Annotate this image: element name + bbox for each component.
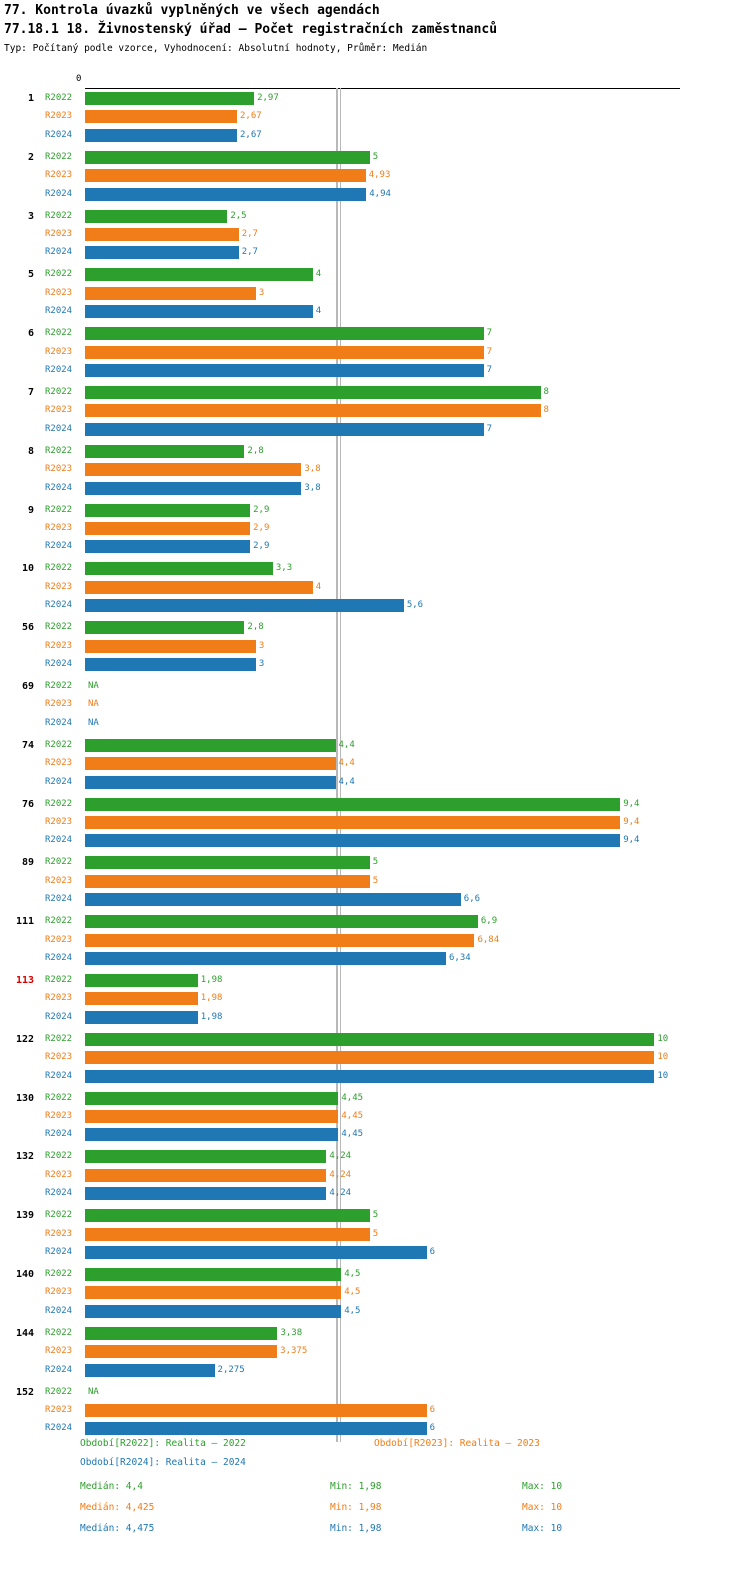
bar[interactable] xyxy=(85,268,313,281)
bar-value-label: 7 xyxy=(486,328,492,339)
series-label: R2023 xyxy=(45,1111,73,1121)
bar-value-label: 1,98 xyxy=(200,1011,223,1022)
bar-value-label: 3,3 xyxy=(275,563,293,574)
series-label: R2022 xyxy=(45,1269,73,1279)
bar[interactable] xyxy=(85,816,620,829)
bar[interactable] xyxy=(85,952,446,965)
series-label: R2024 xyxy=(45,482,73,493)
series-label: R2024 xyxy=(45,188,73,199)
series-label: R2022 xyxy=(45,1327,73,1338)
chart-subtitle: Typ: Počítaný podle vzorce, Vyhodnocení: Absolutní hodnoty, Průměr: Medián xyxy=(4,43,428,54)
series-label: R2022 xyxy=(45,1210,73,1221)
bar-value-label: 6,9 xyxy=(480,916,498,927)
bar-value-label: 2,9 xyxy=(253,523,270,533)
bar-value-label: 4 xyxy=(315,269,322,280)
chart-title: 77.18.1 18. Živnostenský úřad – Počet registračních zaměstnanců xyxy=(4,22,498,37)
series-label: R2023 xyxy=(45,817,73,827)
series-label: R2024 xyxy=(45,1305,73,1316)
bar[interactable] xyxy=(85,1169,326,1182)
bar-value-label: 6 xyxy=(429,1405,436,1415)
bar-value-label: 6,34 xyxy=(448,953,471,963)
stat-median-r2022: Medián: 4,4 xyxy=(80,1481,143,1492)
bar-value-label: 4,24 xyxy=(329,1151,352,1162)
bar-value-label: 4,93 xyxy=(368,170,391,181)
stat-max-r2023: Max: 10 xyxy=(522,1502,563,1513)
bar[interactable] xyxy=(85,404,541,417)
bar[interactable] xyxy=(85,129,237,142)
bar[interactable] xyxy=(85,445,244,458)
bar[interactable] xyxy=(85,1051,654,1064)
series-label: R2024 xyxy=(45,1423,73,1434)
bar-value-label: 5 xyxy=(372,857,379,868)
bar-value-label: 5 xyxy=(372,875,379,886)
bar-value-label: 2,9 xyxy=(253,504,270,515)
bar[interactable] xyxy=(85,1268,341,1281)
category-label: 69 xyxy=(21,681,34,692)
bar-value-label: 5 xyxy=(372,151,379,162)
series-label: R2022 xyxy=(45,1033,73,1044)
bar[interactable] xyxy=(85,562,273,575)
bar-value-label: 6 xyxy=(429,1423,436,1434)
bar[interactable] xyxy=(85,1011,198,1024)
series-label: R2024 xyxy=(45,835,73,846)
series-label: R2023 xyxy=(45,699,73,710)
bar[interactable] xyxy=(85,1327,277,1340)
series-label: R2022 xyxy=(45,916,73,927)
category-label: 2 xyxy=(27,151,34,163)
bar[interactable] xyxy=(85,934,474,947)
bar[interactable] xyxy=(85,327,484,340)
series-label: R2022 xyxy=(45,387,73,397)
bar[interactable] xyxy=(85,776,336,789)
series-label: R2023 xyxy=(45,875,73,886)
series-label: R2023 xyxy=(45,640,73,651)
bar[interactable] xyxy=(85,540,250,553)
category-label: 111 xyxy=(15,916,34,928)
bar-value-label: 2,67 xyxy=(240,111,262,122)
category-label: 5 xyxy=(27,269,34,281)
bar[interactable] xyxy=(85,504,250,517)
bar-value-label: 10 xyxy=(657,1033,669,1044)
series-label: R2024 xyxy=(45,247,73,258)
bar[interactable] xyxy=(85,423,484,436)
bar-value-label: 1,98 xyxy=(200,993,223,1004)
bar-value-label: 6 xyxy=(429,1247,436,1257)
bar[interactable] xyxy=(85,246,239,259)
bar-value-label: 10 xyxy=(657,1052,669,1063)
series-label: R2023 xyxy=(45,229,73,239)
bar[interactable] xyxy=(85,599,404,612)
bar-value-label: 3,8 xyxy=(304,464,321,475)
category-label: 3 xyxy=(27,210,34,222)
category-label: 132 xyxy=(15,1151,34,1163)
bar[interactable] xyxy=(85,92,254,105)
bar-value-label: 2,97 xyxy=(257,93,279,103)
category-label: 74 xyxy=(21,739,34,751)
bar-value-label: 4,45 xyxy=(341,1111,364,1121)
bar[interactable] xyxy=(85,305,313,318)
series-label: R2024 xyxy=(45,1129,73,1140)
bar-value-label: 2,7 xyxy=(241,229,258,239)
series-label: R2023 xyxy=(45,523,73,533)
category-label: 56 xyxy=(21,622,34,634)
bar-value-label: NA xyxy=(88,699,99,710)
category-label: 10 xyxy=(21,563,34,575)
bar-value-label: 9,4 xyxy=(623,798,640,809)
series-label: R2024 xyxy=(45,659,73,669)
bar[interactable] xyxy=(85,915,478,928)
category-label: 152 xyxy=(15,1386,34,1398)
bar-value-label: 2,275 xyxy=(217,1364,245,1375)
bar-value-label: 4,24 xyxy=(329,1188,352,1199)
bar[interactable] xyxy=(85,228,239,241)
bar[interactable] xyxy=(85,522,250,535)
bar-value-label: NA xyxy=(88,681,99,691)
series-label: R2022 xyxy=(45,681,73,691)
series-label: R2024 xyxy=(45,1070,73,1081)
series-label: R2022 xyxy=(45,210,73,221)
series-label: R2023 xyxy=(45,346,73,357)
series-label: R2022 xyxy=(45,269,73,280)
stat-min-r2024: Min: 1,98 xyxy=(330,1523,382,1534)
series-label: R2022 xyxy=(45,739,73,750)
bar[interactable] xyxy=(85,757,336,770)
bar[interactable] xyxy=(85,169,366,182)
bar[interactable] xyxy=(85,1345,277,1358)
bar-value-label: 3 xyxy=(258,287,265,298)
bar[interactable] xyxy=(85,1150,326,1163)
stat-max-r2022: Max: 10 xyxy=(522,1481,563,1492)
series-label: R2023 xyxy=(45,1169,73,1180)
bar-value-label: 4,4 xyxy=(338,758,355,769)
bar[interactable] xyxy=(85,798,620,811)
category-label: 7 xyxy=(27,387,34,398)
legend-item-r2024: Období[R2024]: Realita – 2024 xyxy=(80,1457,246,1468)
bar-value-label: NA xyxy=(88,717,99,728)
bar[interactable] xyxy=(85,1033,654,1046)
series-label: R2022 xyxy=(45,622,73,633)
series-label: R2023 xyxy=(45,758,73,769)
bar-value-label: 4,4 xyxy=(338,776,355,787)
bar[interactable] xyxy=(85,188,366,201)
bar-value-label: 4,45 xyxy=(341,1129,364,1140)
series-label: R2022 xyxy=(45,1386,73,1397)
bar[interactable] xyxy=(85,364,484,377)
stat-max-r2024: Max: 10 xyxy=(522,1523,563,1534)
bar-value-label: 2,8 xyxy=(247,622,264,633)
bar[interactable] xyxy=(85,1364,215,1377)
bar[interactable] xyxy=(85,658,256,671)
category-label: 76 xyxy=(21,798,34,810)
bar[interactable] xyxy=(85,739,336,752)
legend-item-r2023: Období[R2023]: Realita – 2023 xyxy=(374,1438,540,1449)
series-label: R2024 xyxy=(45,129,73,140)
series-label: R2024 xyxy=(45,1247,73,1257)
bar-value-label: 4 xyxy=(315,581,322,592)
series-label: R2024 xyxy=(45,600,73,611)
bar-value-label: 5,6 xyxy=(406,600,424,611)
bar-value-label: 4,45 xyxy=(341,1092,364,1103)
series-label: R2022 xyxy=(45,1092,73,1103)
bar[interactable] xyxy=(85,463,301,476)
bar[interactable] xyxy=(85,1286,341,1299)
bar-value-label: 5 xyxy=(372,1210,379,1221)
bar-value-label: 7 xyxy=(486,346,492,357)
bar-value-label: 1,98 xyxy=(200,975,223,985)
bar[interactable] xyxy=(85,581,313,594)
bar-value-label: 8 xyxy=(543,387,549,397)
series-label: R2023 xyxy=(45,581,73,592)
series-label: R2022 xyxy=(45,328,73,339)
bar-value-label: 7 xyxy=(486,365,492,375)
series-label: R2023 xyxy=(45,934,73,945)
bar-value-label: 3 xyxy=(258,640,265,651)
series-label: R2023 xyxy=(45,1052,73,1063)
bar-value-label: 2,7 xyxy=(241,247,258,258)
bar-value-label: 6,6 xyxy=(463,894,481,905)
bar[interactable] xyxy=(85,210,227,223)
bar[interactable] xyxy=(85,640,256,653)
bar[interactable] xyxy=(85,482,301,495)
bar-value-label: 2,8 xyxy=(247,445,264,456)
series-label: R2024 xyxy=(45,541,73,552)
bar[interactable] xyxy=(85,1070,654,1083)
category-label: 8 xyxy=(27,445,34,457)
category-label: 9 xyxy=(27,504,34,516)
bar-value-label: 9,4 xyxy=(623,835,640,846)
bar-value-label: 4,94 xyxy=(369,188,391,199)
series-label: R2024 xyxy=(45,1364,73,1375)
series-label: R2022 xyxy=(45,93,73,103)
bar-value-label: 4,5 xyxy=(344,1269,361,1279)
bar-value-label: 2,5 xyxy=(230,210,247,221)
bar[interactable] xyxy=(85,1092,338,1105)
series-label: R2024 xyxy=(45,776,73,787)
series-label: R2023 xyxy=(45,1405,73,1415)
series-label: R2024 xyxy=(45,953,73,963)
bar[interactable] xyxy=(85,1422,427,1435)
category-label: 144 xyxy=(15,1327,34,1339)
bar-value-label: 4,5 xyxy=(344,1305,361,1316)
series-label: R2022 xyxy=(45,798,73,809)
series-label: R2023 xyxy=(45,287,73,298)
bar-value-label: 3,8 xyxy=(304,482,321,493)
series-label: R2024 xyxy=(45,1011,73,1022)
legend-item-r2022: Období[R2022]: Realita – 2022 xyxy=(80,1438,246,1449)
series-label: R2022 xyxy=(45,857,73,868)
series-label: R2024 xyxy=(45,306,73,317)
category-label: 89 xyxy=(21,857,34,869)
bar[interactable] xyxy=(85,1305,341,1318)
stat-median-r2024: Medián: 4,475 xyxy=(80,1523,155,1534)
bar-value-label: 10 xyxy=(657,1070,669,1081)
bar[interactable] xyxy=(85,287,256,300)
series-label: R2024 xyxy=(45,423,73,434)
category-label: 130 xyxy=(15,1092,34,1104)
bar-value-label: 3,375 xyxy=(280,1346,308,1357)
bar-value-label: 2,9 xyxy=(253,541,270,552)
bar[interactable] xyxy=(85,1209,370,1222)
bar[interactable] xyxy=(85,974,198,987)
series-label: R2022 xyxy=(45,504,73,515)
bar-value-label: 5 xyxy=(372,1228,379,1239)
bar[interactable] xyxy=(85,875,370,888)
bar-value-label: NA xyxy=(88,1386,99,1397)
series-label: R2023 xyxy=(45,464,73,475)
bar[interactable] xyxy=(85,834,620,847)
series-label: R2024 xyxy=(45,365,73,375)
bar[interactable] xyxy=(85,621,244,634)
bar-value-label: 2,67 xyxy=(240,129,262,140)
series-label: R2022 xyxy=(45,563,73,574)
bar[interactable] xyxy=(85,386,541,399)
page-title: 77. Kontrola úvazků vyplněných ve všech agendách xyxy=(4,3,380,18)
bar-value-label: 3,38 xyxy=(280,1327,303,1338)
bar[interactable] xyxy=(85,110,237,123)
bar[interactable] xyxy=(85,346,484,359)
bar[interactable] xyxy=(85,151,370,164)
bar-value-label: 7 xyxy=(486,423,492,434)
series-label: R2024 xyxy=(45,717,73,728)
bar-value-label: 3 xyxy=(258,659,265,669)
series-label: R2023 xyxy=(45,170,73,181)
bar-value-label: 8 xyxy=(543,405,549,416)
series-label: R2023 xyxy=(45,111,73,122)
series-label: R2022 xyxy=(45,151,73,162)
stat-min-r2023: Min: 1,98 xyxy=(330,1502,382,1513)
bar[interactable] xyxy=(85,1110,338,1123)
bar-value-label: 9,4 xyxy=(623,817,640,827)
category-label: 6 xyxy=(27,328,34,340)
series-label: R2023 xyxy=(45,405,73,416)
bar-value-label: 4,5 xyxy=(344,1287,361,1298)
series-label: R2022 xyxy=(45,1151,73,1162)
stat-median-r2023: Medián: 4,425 xyxy=(80,1502,155,1513)
series-label: R2022 xyxy=(45,445,73,456)
x-axis-tick-0: 0 xyxy=(76,74,82,84)
series-label: R2023 xyxy=(45,993,73,1004)
category-label: 122 xyxy=(15,1033,34,1045)
bar[interactable] xyxy=(85,1128,338,1141)
category-label: 139 xyxy=(15,1210,34,1222)
bar-value-label: 4,4 xyxy=(338,739,355,750)
bar[interactable] xyxy=(85,992,198,1005)
bar[interactable] xyxy=(85,1246,427,1259)
bar[interactable] xyxy=(85,893,461,906)
series-label: R2023 xyxy=(45,1228,73,1239)
series-label: R2022 xyxy=(45,975,73,985)
bar[interactable] xyxy=(85,1404,427,1417)
series-label: R2023 xyxy=(45,1346,73,1357)
category-label: 1 xyxy=(27,93,34,104)
category-label: 140 xyxy=(15,1269,34,1280)
series-label: R2024 xyxy=(45,894,73,905)
category-label: 113 xyxy=(15,975,34,986)
stat-min-r2022: Min: 1,98 xyxy=(330,1481,382,1492)
series-label: R2023 xyxy=(45,1287,73,1298)
bar-value-label: 6,84 xyxy=(477,934,500,945)
bar[interactable] xyxy=(85,856,370,869)
bar[interactable] xyxy=(85,1228,370,1241)
series-label: R2024 xyxy=(45,1188,73,1199)
bar-value-label: 4 xyxy=(315,306,322,317)
bar[interactable] xyxy=(85,1187,326,1200)
bar-value-label: 4,24 xyxy=(329,1169,352,1180)
